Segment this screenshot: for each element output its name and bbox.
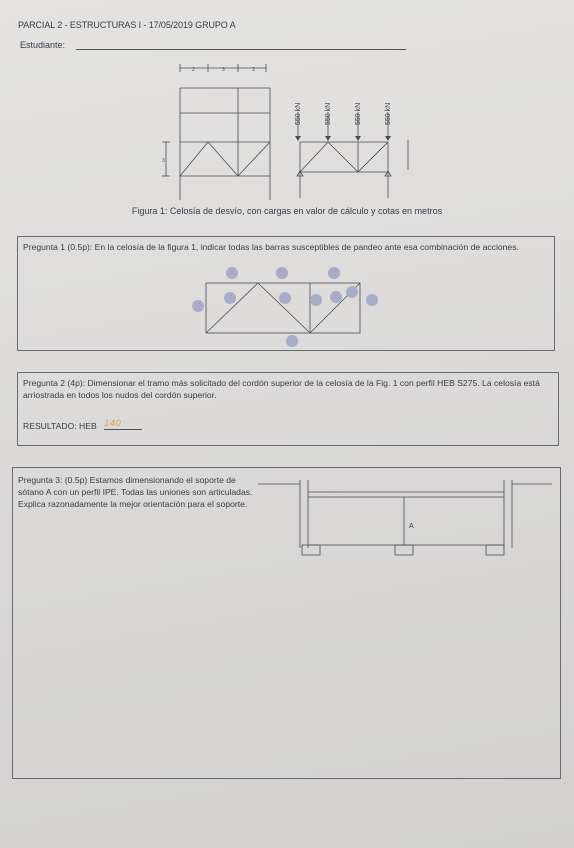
student-label: Estudiante: [20, 40, 66, 50]
load-label-2: 550 kN [325, 102, 332, 125]
exam-header: PARCIAL 2 - ESTRUCTURAS I - 17/05/2019 GRUPO A [18, 20, 236, 30]
figure1-caption: Figura 1: Celosía de desvío, con cargas en valor de cálculo y cotas en metros [131, 206, 443, 216]
dim-top-1: 2 [192, 67, 195, 73]
dim-side: 3 [162, 158, 165, 164]
result-value[interactable]: 140 [104, 419, 142, 430]
question-1-text: Pregunta 1 (0.5p): En la celosía de la figura 1, indicar todas las barras susceptibles de pandeo ante esa combinación de acciones. [23, 242, 519, 252]
dim-top-3: 3 [252, 67, 255, 73]
result-label: RESULTADO: HEB [23, 421, 97, 431]
dim-top-2: 3 [222, 67, 225, 73]
load-label-1: 550 kN [295, 102, 302, 125]
load-label-3: 550 kN [355, 102, 362, 125]
question-2-text: Pregunta 2 (4p): Dimensionar el tramo más solicitado del cordón superior de la celosía de la Fig. 1 con perfil HEB S275. La celosía está arriostrada en todos los nudos del cordón superior. [23, 378, 540, 400]
support-a-label: A [409, 523, 414, 530]
load-label-4: 550 kN [385, 102, 392, 125]
question-3-text: Pregunta 3: (0.5p) Estamos dimensionando el soporte de sótano A con un perfil IPE. Todas las uniones son articuladas. Explica razonadamente la mejor orientación para el soporte. [18, 475, 253, 509]
